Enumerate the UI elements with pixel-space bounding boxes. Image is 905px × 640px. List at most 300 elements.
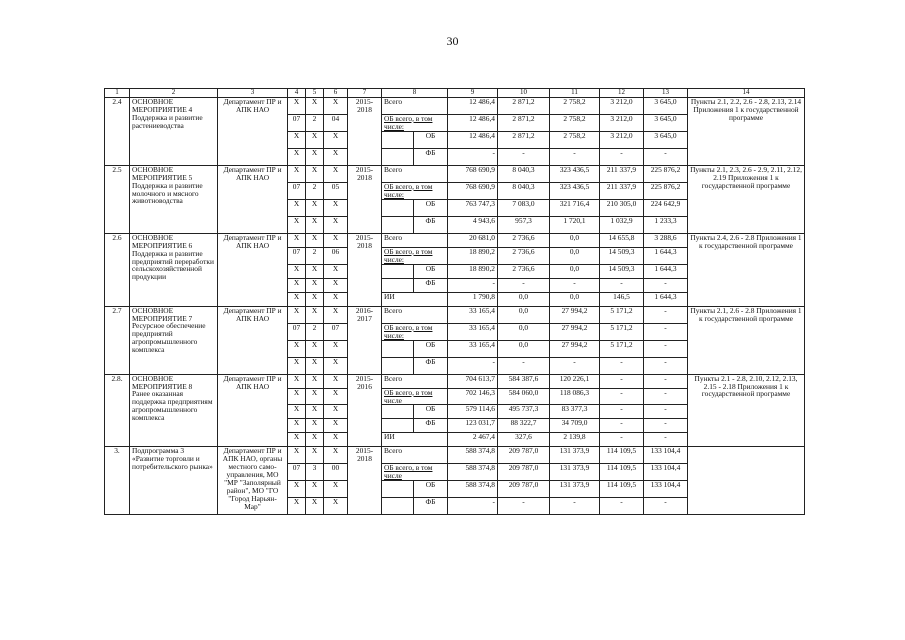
source-blank [382, 148, 414, 165]
header-cell: 4 [288, 89, 306, 98]
source-label: Всего [382, 306, 448, 323]
header-cell: 11 [550, 89, 600, 98]
section-period: 2015-2018 [348, 447, 382, 515]
amount-year-3: 3 212,0 [600, 97, 644, 114]
amount-total: 1 790,8 [448, 292, 498, 306]
amount-total: 12 486,4 [448, 114, 498, 131]
code-subsection: X [306, 216, 324, 233]
amount-year-4: - [644, 340, 688, 357]
code-subsection: X [306, 419, 324, 433]
source-blank [382, 405, 414, 419]
amount-total: 4 943,6 [448, 216, 498, 233]
code-subsection: X [306, 292, 324, 306]
source-budget: ФБ [414, 357, 448, 374]
amount-year-2: 2 758,2 [550, 97, 600, 114]
amount-year-2: 0,0 [550, 233, 600, 247]
code-article: X [324, 131, 348, 148]
code-subsection: X [306, 97, 324, 114]
table-row [105, 165, 805, 182]
amount-total: 588 374,8 [448, 464, 498, 481]
table-row [105, 374, 805, 388]
code-subsection: 2 [306, 182, 324, 199]
amount-year-3: 1 032,9 [600, 216, 644, 233]
code-article: 06 [324, 247, 348, 264]
source-budget: ОБ [414, 199, 448, 216]
amount-year-3: 211 337,9 [600, 182, 644, 199]
table-row [105, 447, 805, 464]
code-subsection: X [306, 481, 324, 498]
code-chapter: X [288, 97, 306, 114]
source-label: Всего [382, 97, 448, 114]
amount-year-2: 2 758,2 [550, 114, 600, 131]
amount-year-4: 133 104,4 [644, 464, 688, 481]
code-chapter: X [288, 481, 306, 498]
amount-total: 768 690,9 [448, 165, 498, 182]
header-cell: 7 [348, 89, 382, 98]
amount-year-4: 225 876,2 [644, 165, 688, 182]
source-budget: ОБ [414, 405, 448, 419]
amount-year-3: 3 212,0 [600, 114, 644, 131]
amount-year-1: 8 040,3 [498, 182, 550, 199]
amount-total: 579 114,6 [448, 405, 498, 419]
code-subsection: X [306, 199, 324, 216]
code-article: 00 [324, 464, 348, 481]
code-article: 04 [324, 114, 348, 131]
amount-year-1: 2 871,2 [498, 114, 550, 131]
amount-year-2: 0,0 [550, 247, 600, 264]
table-row [105, 97, 805, 114]
amount-year-1: 88 322,7 [498, 419, 550, 433]
code-chapter: X [288, 292, 306, 306]
code-subsection: X [306, 233, 324, 247]
code-chapter: X [288, 388, 306, 405]
code-article: X [324, 233, 348, 247]
amount-year-3: - [600, 357, 644, 374]
amount-year-4: - [644, 419, 688, 433]
code-subsection: X [306, 357, 324, 374]
source-label: Всего [382, 374, 448, 388]
source-label: ОБ всего, в том числе [382, 464, 448, 481]
code-subsection: X [306, 388, 324, 405]
source-label: ОБ всего, в том числе: [382, 182, 448, 199]
amount-year-1: 0,0 [498, 292, 550, 306]
section-number: 2.4 [105, 97, 130, 165]
code-subsection: 2 [306, 247, 324, 264]
amount-year-4: - [644, 405, 688, 419]
code-chapter: X [288, 264, 306, 278]
amount-year-4: - [644, 498, 688, 515]
header-cell: 5 [306, 89, 324, 98]
amount-year-3: - [600, 419, 644, 433]
amount-year-1: - [498, 148, 550, 165]
amount-total: 18 890,2 [448, 264, 498, 278]
code-chapter: X [288, 433, 306, 447]
amount-year-2: - [550, 278, 600, 292]
amount-year-1: - [498, 498, 550, 515]
amount-year-1: - [498, 357, 550, 374]
code-subsection: X [306, 264, 324, 278]
code-chapter: X [288, 419, 306, 433]
amount-year-3: 114 109,5 [600, 481, 644, 498]
section-notes: Пункты 2.1, 2.6 - 2.8 Приложения 1 к государственной программе [688, 306, 805, 374]
code-chapter: X [288, 278, 306, 292]
section-notes: Пункты 2.1, 2.2, 2.6 - 2.8, 2.13, 2.14 Приложения 1 к государственной программе [688, 97, 805, 165]
code-article: X [324, 97, 348, 114]
amount-year-2: - [550, 498, 600, 515]
code-chapter: X [288, 148, 306, 165]
code-article: X [324, 148, 348, 165]
amount-year-4: 3 645,0 [644, 114, 688, 131]
amount-total: 18 890,2 [448, 247, 498, 264]
amount-year-2: 118 086,3 [550, 388, 600, 405]
source-blank [382, 419, 414, 433]
amount-total: 588 374,8 [448, 447, 498, 464]
code-chapter: X [288, 357, 306, 374]
amount-year-3: - [600, 433, 644, 447]
amount-year-1: 495 737,3 [498, 405, 550, 419]
amount-year-2: 83 377,3 [550, 405, 600, 419]
code-article: X [324, 447, 348, 464]
amount-year-1: 584 387,6 [498, 374, 550, 388]
code-subsection: 2 [306, 114, 324, 131]
code-chapter: 07 [288, 247, 306, 264]
amount-year-4: 1 233,3 [644, 216, 688, 233]
section-notes: Пункты 2.4, 2.6 - 2.8 Приложения 1 к государственной программе [688, 233, 805, 306]
amount-year-4: - [644, 323, 688, 340]
amount-year-1: 2 736,6 [498, 264, 550, 278]
section-number: 3. [105, 447, 130, 515]
header-cell: 2 [130, 89, 218, 98]
amount-year-1: 0,0 [498, 306, 550, 323]
code-chapter: 07 [288, 464, 306, 481]
amount-total: 588 374,8 [448, 481, 498, 498]
amount-year-3: - [600, 388, 644, 405]
source-budget: ОБ [414, 264, 448, 278]
section-title: ОСНОВНОЕ МЕРОПРИЯТИЕ 6 [132, 233, 193, 250]
amount-total: 763 747,3 [448, 199, 498, 216]
amount-year-3: - [600, 278, 644, 292]
source-blank [382, 131, 414, 148]
code-subsection: X [306, 131, 324, 148]
amount-year-1: 8 040,3 [498, 165, 550, 182]
amount-year-4: 3 645,0 [644, 131, 688, 148]
code-subsection: X [306, 278, 324, 292]
amount-year-4: 133 104,4 [644, 481, 688, 498]
code-article: X [324, 264, 348, 278]
code-chapter: 07 [288, 114, 306, 131]
amount-year-3: - [600, 374, 644, 388]
source-blank [382, 340, 414, 357]
code-subsection: X [306, 374, 324, 388]
amount-year-4: - [644, 148, 688, 165]
source-budget: ФБ [414, 216, 448, 233]
amount-year-2: 27 994,2 [550, 323, 600, 340]
amount-year-4: 133 104,4 [644, 447, 688, 464]
amount-year-3: 5 171,2 [600, 340, 644, 357]
amount-year-2: - [550, 148, 600, 165]
amount-year-3: - [600, 405, 644, 419]
code-article: X [324, 498, 348, 515]
code-chapter: X [288, 306, 306, 323]
amount-year-2: 27 994,2 [550, 306, 600, 323]
section-period: 2015-2018 [348, 97, 382, 165]
amount-year-4: - [644, 357, 688, 374]
code-chapter: X [288, 405, 306, 419]
section-title: ОСНОВНОЕ МЕРОПРИЯТИЕ 8 [132, 374, 193, 391]
amount-year-3: 14 509,3 [600, 247, 644, 264]
source-label: Всего [382, 447, 448, 464]
amount-year-2: 2 758,2 [550, 131, 600, 148]
source-label: ОБ всего, в том числе: [382, 114, 448, 131]
amount-total: - [448, 498, 498, 515]
code-subsection: X [306, 498, 324, 515]
section-name [130, 165, 218, 233]
source-blank [382, 481, 414, 498]
amount-total: 2 467,4 [448, 433, 498, 447]
amount-year-4: - [644, 374, 688, 388]
code-chapter: X [288, 131, 306, 148]
amount-year-2: 131 373,9 [550, 481, 600, 498]
code-chapter: X [288, 216, 306, 233]
header-cell: 6 [324, 89, 348, 98]
section-executor: Департамент ПР и АПК НАО [218, 306, 288, 374]
source-blank [382, 498, 414, 515]
source-budget: ФБ [414, 278, 448, 292]
amount-year-2: 1 720,1 [550, 216, 600, 233]
amount-year-2: 2 139,8 [550, 433, 600, 447]
section-notes: Пункты 2.1 - 2.8, 2.10, 2.12, 2.13, 2.15 - 2.18 Приложения 1 к государственной программе [688, 374, 805, 447]
section-description: Поддержка и развитие предприятий переработки сельскохозяйственной продукции [132, 248, 214, 282]
code-article: X [324, 433, 348, 447]
source-blank [382, 278, 414, 292]
header-cell: 8 [382, 89, 448, 98]
amount-year-1: 2 871,2 [498, 131, 550, 148]
section-notes [688, 447, 805, 515]
page-number: 30 [446, 34, 459, 48]
amount-year-2: 323 436,5 [550, 165, 600, 182]
section-period: 2015-2018 [348, 233, 382, 306]
amount-total: - [448, 148, 498, 165]
source-label: Всего [382, 233, 448, 247]
code-subsection: 2 [306, 323, 324, 340]
code-subsection: X [306, 433, 324, 447]
code-article: X [324, 357, 348, 374]
amount-year-2: - [550, 357, 600, 374]
section-name [130, 233, 218, 306]
header-cell: 10 [498, 89, 550, 98]
amount-year-1: 327,6 [498, 433, 550, 447]
code-subsection: X [306, 447, 324, 464]
source-label: ИИ [382, 433, 448, 447]
amount-total: 20 681,0 [448, 233, 498, 247]
code-article: X [324, 306, 348, 323]
code-chapter: X [288, 233, 306, 247]
section-title: ОСНОВНОЕ МЕРОПРИЯТИЕ 7 [132, 306, 193, 323]
section-title: ОСНОВНОЕ МЕРОПРИЯТИЕ 4 [132, 97, 193, 114]
header-cell: 13 [644, 89, 688, 98]
code-subsection: X [306, 306, 324, 323]
amount-year-3: 210 305,0 [600, 199, 644, 216]
code-chapter: X [288, 447, 306, 464]
amount-total: 12 486,4 [448, 131, 498, 148]
section-name [130, 374, 218, 447]
section-executor: Департамент ПР и АПК НАО, органы местного само-управления, МО "МР "Заполярный район", МО "ГО "Город Нарьян-Мар" [218, 447, 288, 515]
amount-year-3: 211 337,9 [600, 165, 644, 182]
code-chapter: X [288, 498, 306, 515]
amount-year-3: - [600, 148, 644, 165]
program-funding-table [104, 88, 805, 515]
code-article: X [324, 388, 348, 405]
amount-total: 33 165,4 [448, 323, 498, 340]
code-article: X [324, 419, 348, 433]
amount-year-4: 225 876,2 [644, 182, 688, 199]
amount-year-1: 7 083,0 [498, 199, 550, 216]
code-article: X [324, 340, 348, 357]
amount-total: 768 690,9 [448, 182, 498, 199]
source-budget: ФБ [414, 498, 448, 515]
amount-year-4: 224 642,9 [644, 199, 688, 216]
amount-year-2: 120 226,1 [550, 374, 600, 388]
amount-year-2: 131 373,9 [550, 464, 600, 481]
amount-year-1: 2 736,6 [498, 233, 550, 247]
amount-year-4: - [644, 306, 688, 323]
amount-year-1: 209 787,0 [498, 464, 550, 481]
section-executor: Департамент ПР и АПК НАО [218, 233, 288, 306]
code-subsection: X [306, 165, 324, 182]
amount-year-3: 14 509,3 [600, 264, 644, 278]
amount-year-4: - [644, 278, 688, 292]
amount-year-1: 2 871,2 [498, 97, 550, 114]
amount-year-3: 114 109,5 [600, 447, 644, 464]
table-row [105, 233, 805, 247]
section-title: Подпрограмма 3 «Развитие торговли и потребительского рынка» [132, 446, 213, 472]
section-description: Поддержка и развитие молочного и мясного животноводства [132, 180, 203, 206]
code-article: X [324, 481, 348, 498]
amount-year-4: - [644, 433, 688, 447]
code-chapter: X [288, 199, 306, 216]
amount-total: 123 031,7 [448, 419, 498, 433]
amount-year-2: 131 373,9 [550, 447, 600, 464]
source-blank [382, 216, 414, 233]
amount-total: 33 165,4 [448, 306, 498, 323]
amount-year-3: 5 171,2 [600, 306, 644, 323]
code-article: 05 [324, 182, 348, 199]
code-subsection: X [306, 148, 324, 165]
section-period: 2016-2017 [348, 306, 382, 374]
amount-year-1: 2 736,6 [498, 247, 550, 264]
source-blank [382, 264, 414, 278]
header-cell: 3 [218, 89, 288, 98]
amount-year-4: 1 644,3 [644, 264, 688, 278]
section-number: 2.7 [105, 306, 130, 374]
amount-year-1: - [498, 278, 550, 292]
section-executor: Департамент ПР и АПК НАО [218, 165, 288, 233]
amount-year-2: 27 994,2 [550, 340, 600, 357]
amount-total: - [448, 357, 498, 374]
code-article: 07 [324, 323, 348, 340]
amount-year-3: 5 171,2 [600, 323, 644, 340]
section-description: Ресурсное обеспечение предприятий агропромышленного комплекса [132, 321, 206, 355]
section-number: 2.8. [105, 374, 130, 447]
section-name [130, 447, 218, 515]
section-number: 2.5 [105, 165, 130, 233]
source-label: Всего [382, 165, 448, 182]
code-article: X [324, 216, 348, 233]
amount-year-3: 14 655,8 [600, 233, 644, 247]
section-name [130, 97, 218, 165]
source-budget: ОБ [414, 481, 448, 498]
source-label: ОБ всего, в том числе: [382, 323, 448, 340]
section-period: 2015-2018 [348, 165, 382, 233]
amount-year-3: - [600, 498, 644, 515]
amount-year-1: 0,0 [498, 340, 550, 357]
header-cell: 1 [105, 89, 130, 98]
code-article: X [324, 374, 348, 388]
code-chapter: X [288, 374, 306, 388]
amount-total: 33 165,4 [448, 340, 498, 357]
section-description: Поддержка и развитие растениеводства [132, 112, 203, 130]
section-executor: Департамент ПР и АПК НАО [218, 97, 288, 165]
code-article: X [324, 199, 348, 216]
amount-year-3: 3 212,0 [600, 131, 644, 148]
amount-year-3: 146,5 [600, 292, 644, 306]
header-cell: 9 [448, 89, 498, 98]
code-article: X [324, 292, 348, 306]
amount-year-4: - [644, 388, 688, 405]
amount-year-4: 1 644,3 [644, 292, 688, 306]
source-blank [382, 357, 414, 374]
code-chapter: 07 [288, 182, 306, 199]
code-subsection: X [306, 340, 324, 357]
source-label: ОБ всего, в том числе [382, 388, 448, 405]
section-title: ОСНОВНОЕ МЕРОПРИЯТИЕ 5 [132, 165, 193, 182]
section-period: 2015-2016 [348, 374, 382, 447]
source-budget: ОБ [414, 131, 448, 148]
amount-total: 702 146,3 [448, 388, 498, 405]
source-label: ИИ [382, 292, 448, 306]
amount-total: - [448, 278, 498, 292]
amount-year-4: 1 644,3 [644, 247, 688, 264]
section-name [130, 306, 218, 374]
code-chapter: X [288, 340, 306, 357]
header-cell: 12 [600, 89, 644, 98]
amount-year-1: 209 787,0 [498, 447, 550, 464]
header-row [105, 89, 805, 98]
amount-year-1: 957,3 [498, 216, 550, 233]
code-chapter: X [288, 165, 306, 182]
source-budget: ОБ [414, 340, 448, 357]
amount-year-2: 0,0 [550, 264, 600, 278]
code-chapter: 07 [288, 323, 306, 340]
amount-year-1: 209 787,0 [498, 481, 550, 498]
source-blank [382, 199, 414, 216]
code-subsection: X [306, 405, 324, 419]
amount-year-1: 0,0 [498, 323, 550, 340]
section-number: 2.6 [105, 233, 130, 306]
table-row [105, 306, 805, 323]
amount-year-1: 584 060,0 [498, 388, 550, 405]
header-cell: 14 [688, 89, 805, 98]
section-description: Ранее оказанная поддержка предприятиям агропромышленного комплекса [132, 389, 213, 423]
code-article: X [324, 405, 348, 419]
section-executor: Департамент ПР и АПК НАО [218, 374, 288, 447]
source-label: ОБ всего, в том числе: [382, 247, 448, 264]
amount-year-4: 3 288,6 [644, 233, 688, 247]
code-subsection: 3 [306, 464, 324, 481]
code-article: X [324, 165, 348, 182]
amount-year-2: 321 716,4 [550, 199, 600, 216]
amount-total: 12 486,4 [448, 97, 498, 114]
